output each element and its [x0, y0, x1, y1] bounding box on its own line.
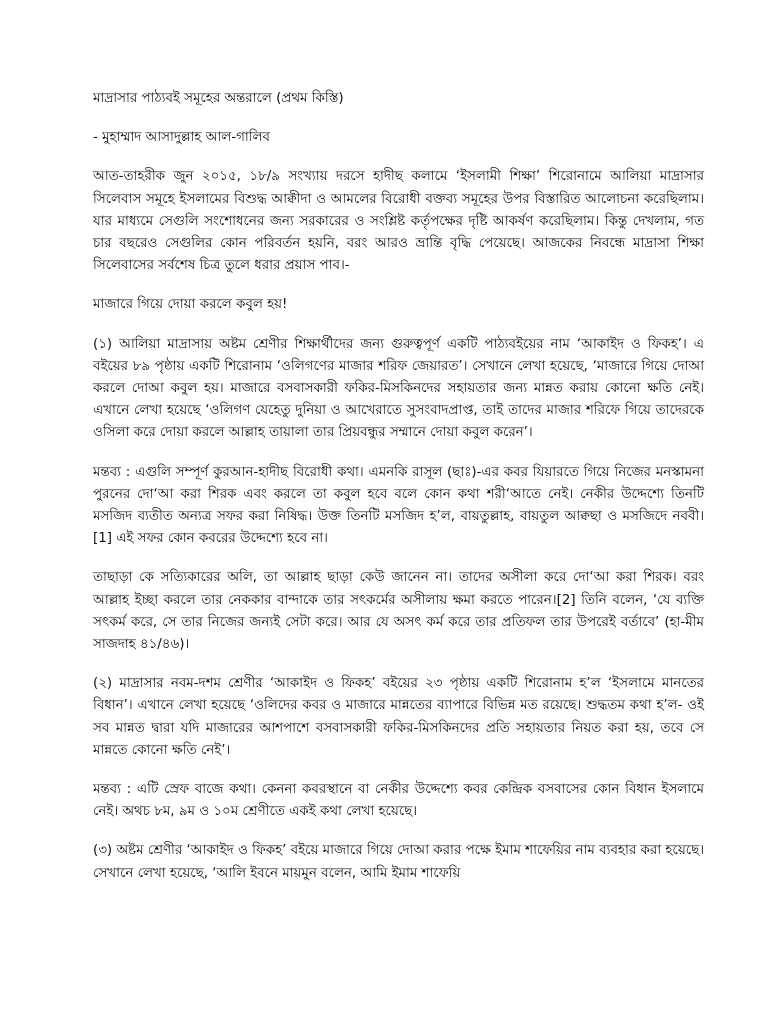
author-line: - মুহাম্মাদ আসাদুল্লাহ আল-গালিব [93, 130, 270, 146]
paragraph-2-text: তাছাড়া কে সত্যিকারের অলি, তা আল্লাহ ছাড়া কেউ জানেন না। তাদের অসীলা করে দো‘আ করা শিরক। বরং আল্লাহ ইচ্ছা করলে তার নেককার বান্দাকে তার সৎকর্মের অসীলায় ক্ষমা করতে পারেন। [93, 570, 704, 608]
comment-1-text-end: এই সফর কোন কবরের উদ্দেশ্যে হবে না। [111, 531, 328, 547]
comment-2: মন্তব্য : এটি স্রেফ বাজে কথা। কেননা কবরস্থানে বা নেকীর উদ্দেশ্যে কবর কেন্দ্রিক বসবাসের কোন বিধান ইসলামে নেই। অথচ ৮ম, ৯ম ও ১০ম শ্রেণীতে একই কথা লেখা হয়েছে। [93, 782, 704, 820]
paragraph-3: (২) মাদ্রাসার নবম-দশম শ্রেণীর ‘আকাইদ ও ফিকহ’ বইয়ের ২৩ পৃষ্ঠায় একটি শিরোনাম হ’ল ‘ইসলামে মানতের বিধান’। এখানে লেখা হয়েছে ‘ওলিদের কবর ও মাজারে মান্নতের ব্যাপারে বিভিন্ন মত রয়েছে। শুদ্ধতম কথা হ’ল- ওই সব মান্নত দ্বারা যদি মাজারের আশপাশে বসবাসকারী ফকির-মিসকিনদের প্রতি সহায়তার নিয়ত করা হয়, তবে সে মান্নতে কোনো ক্ষতি নেই’। [93, 676, 704, 758]
paragraph-1: (১) আলিয়া মাদ্রাসায় অষ্টম শ্রেণীর শিক্ষার্থীদের জন্য গুরুত্বপূর্ণ একটি পাঠ্যবইয়ের নাম ‘আকাইদ ও ফিকহ’। এ বইয়ের ৮৯ পৃষ্ঠায় একটি শিরোনাম ‘ওলিগণের মাজার শরিফ জেয়ারত’। সেখানে লেখা হয়েছে, ‘মাজারে গিয়ে দোআ করলে দোআ কবুল হয়। মাজারে বসবাসকারী ফকির-মিসকিনদের সহায়তার জন্য মান্নত করায় কোনো ক্ষতি নেই। এখানে লেখা হয়েছে ‘ওলিগণ যেহেতু দুনিয়া ও আখেরাতে সুসংবাদপ্রাপ্ত, তাই তাদের মাজার শরিফে গিয়ে তাদেরকে ওসিলা করে দোয়া করলে আল্লাহ তায়ালা তার প্রিয়বন্ধুর সম্মানে দোয়া কবুল করেন’। [93, 336, 704, 441]
intro-paragraph: আত-তাহরীক জুন ২০১৫, ১৮/৯ সংখ্যায় দরসে হাদীছ কলামে ‘ইসলামী শিক্ষা’ শিরোনামে আলিয়া মাদ্রাসার সিলেবাস সমূহে ইসলামের বিশুদ্ধ আক্বীদা ও আমলের বিরোধী বক্তব্য সমূহের উপর বিস্তারিত আলোচনা করেছিলাম। যার মাধ্যমে সেগুলি সংশোধনের জন্য সরকারের ও সংশ্লিষ্ট কর্তৃপক্ষের দৃষ্টি আকর্ষণ করেছিলাম। কিন্তু দেখলাম, গত চার বছরেও সেগুলির কোন পরিবর্তন হয়নি, বরং আরও ভ্রান্তি বৃদ্ধি পেয়েছে। আজকের নিবন্ধে মাদ্রাসা শিক্ষা সিলেবাসের সর্বশেষ চিত্র তুলে ধরার প্রয়াস পাব।- [93, 169, 704, 274]
section-heading: মাজারে গিয়ে দোয়া করলে কবুল হয়! [93, 297, 288, 313]
comment-1 [93, 462, 704, 551]
footnote-ref-1[interactable]: [1] [93, 531, 112, 547]
paragraph-4: (৩) অষ্টম শ্রেণীর ‘আকাইদ ও ফিকহ’ বইয়ে মাজারে গিয়ে দোআ করার পক্ষে ইমাম শাফেয়ির নাম ব্যবহার করা হয়েছে। সেখানে লেখা হয়েছে, ‘আলি ইবনে মায়মুন বলেন, আমি ইমাম শাফেয়ি [93, 843, 704, 881]
paragraph-2-text-end: তিনি বলেন, ‘যে ব্যক্তি সৎকর্ম করে, সে তার নিজের জন্যই সেটা করে। আর যে অসৎ কর্ম করে তার প্রতিফল তার উপরেই বর্তাবে’ (হা-মীম সাজদাহ ৪১/৪৬)। [93, 592, 705, 653]
footnote-ref-2[interactable]: [2] [556, 592, 576, 608]
document-title: মাদ্রাসার পাঠ্যবই সমূহের অন্তরালে (প্রথম কিস্তি) [93, 91, 344, 106]
paragraph-2 [93, 567, 704, 656]
comment-1-text: মন্তব্য : এগুলি সম্পূর্ণ কুরআন-হাদীছ বিরোধী কথা। এমনকি রাসূল (ছাঃ)-এর কবর যিয়ারতে গিয়ে নিজের মনস্কামনা পুরনের দো‘আ করা শিরক এবং করলে তা কবুল হবে বলে কোন কথা শরী‘আতে নেই। নেকীর উদ্দেশ্যে তিনটি মসজিদ ব্যতীত অন্যত্র সফর করা নিষিদ্ধ। উক্ত তিনটি মসজিদ হ’ল, বায়তুল্লাহ, বায়তুল আক্বছা ও মসজিদে নববী। [93, 464, 704, 525]
